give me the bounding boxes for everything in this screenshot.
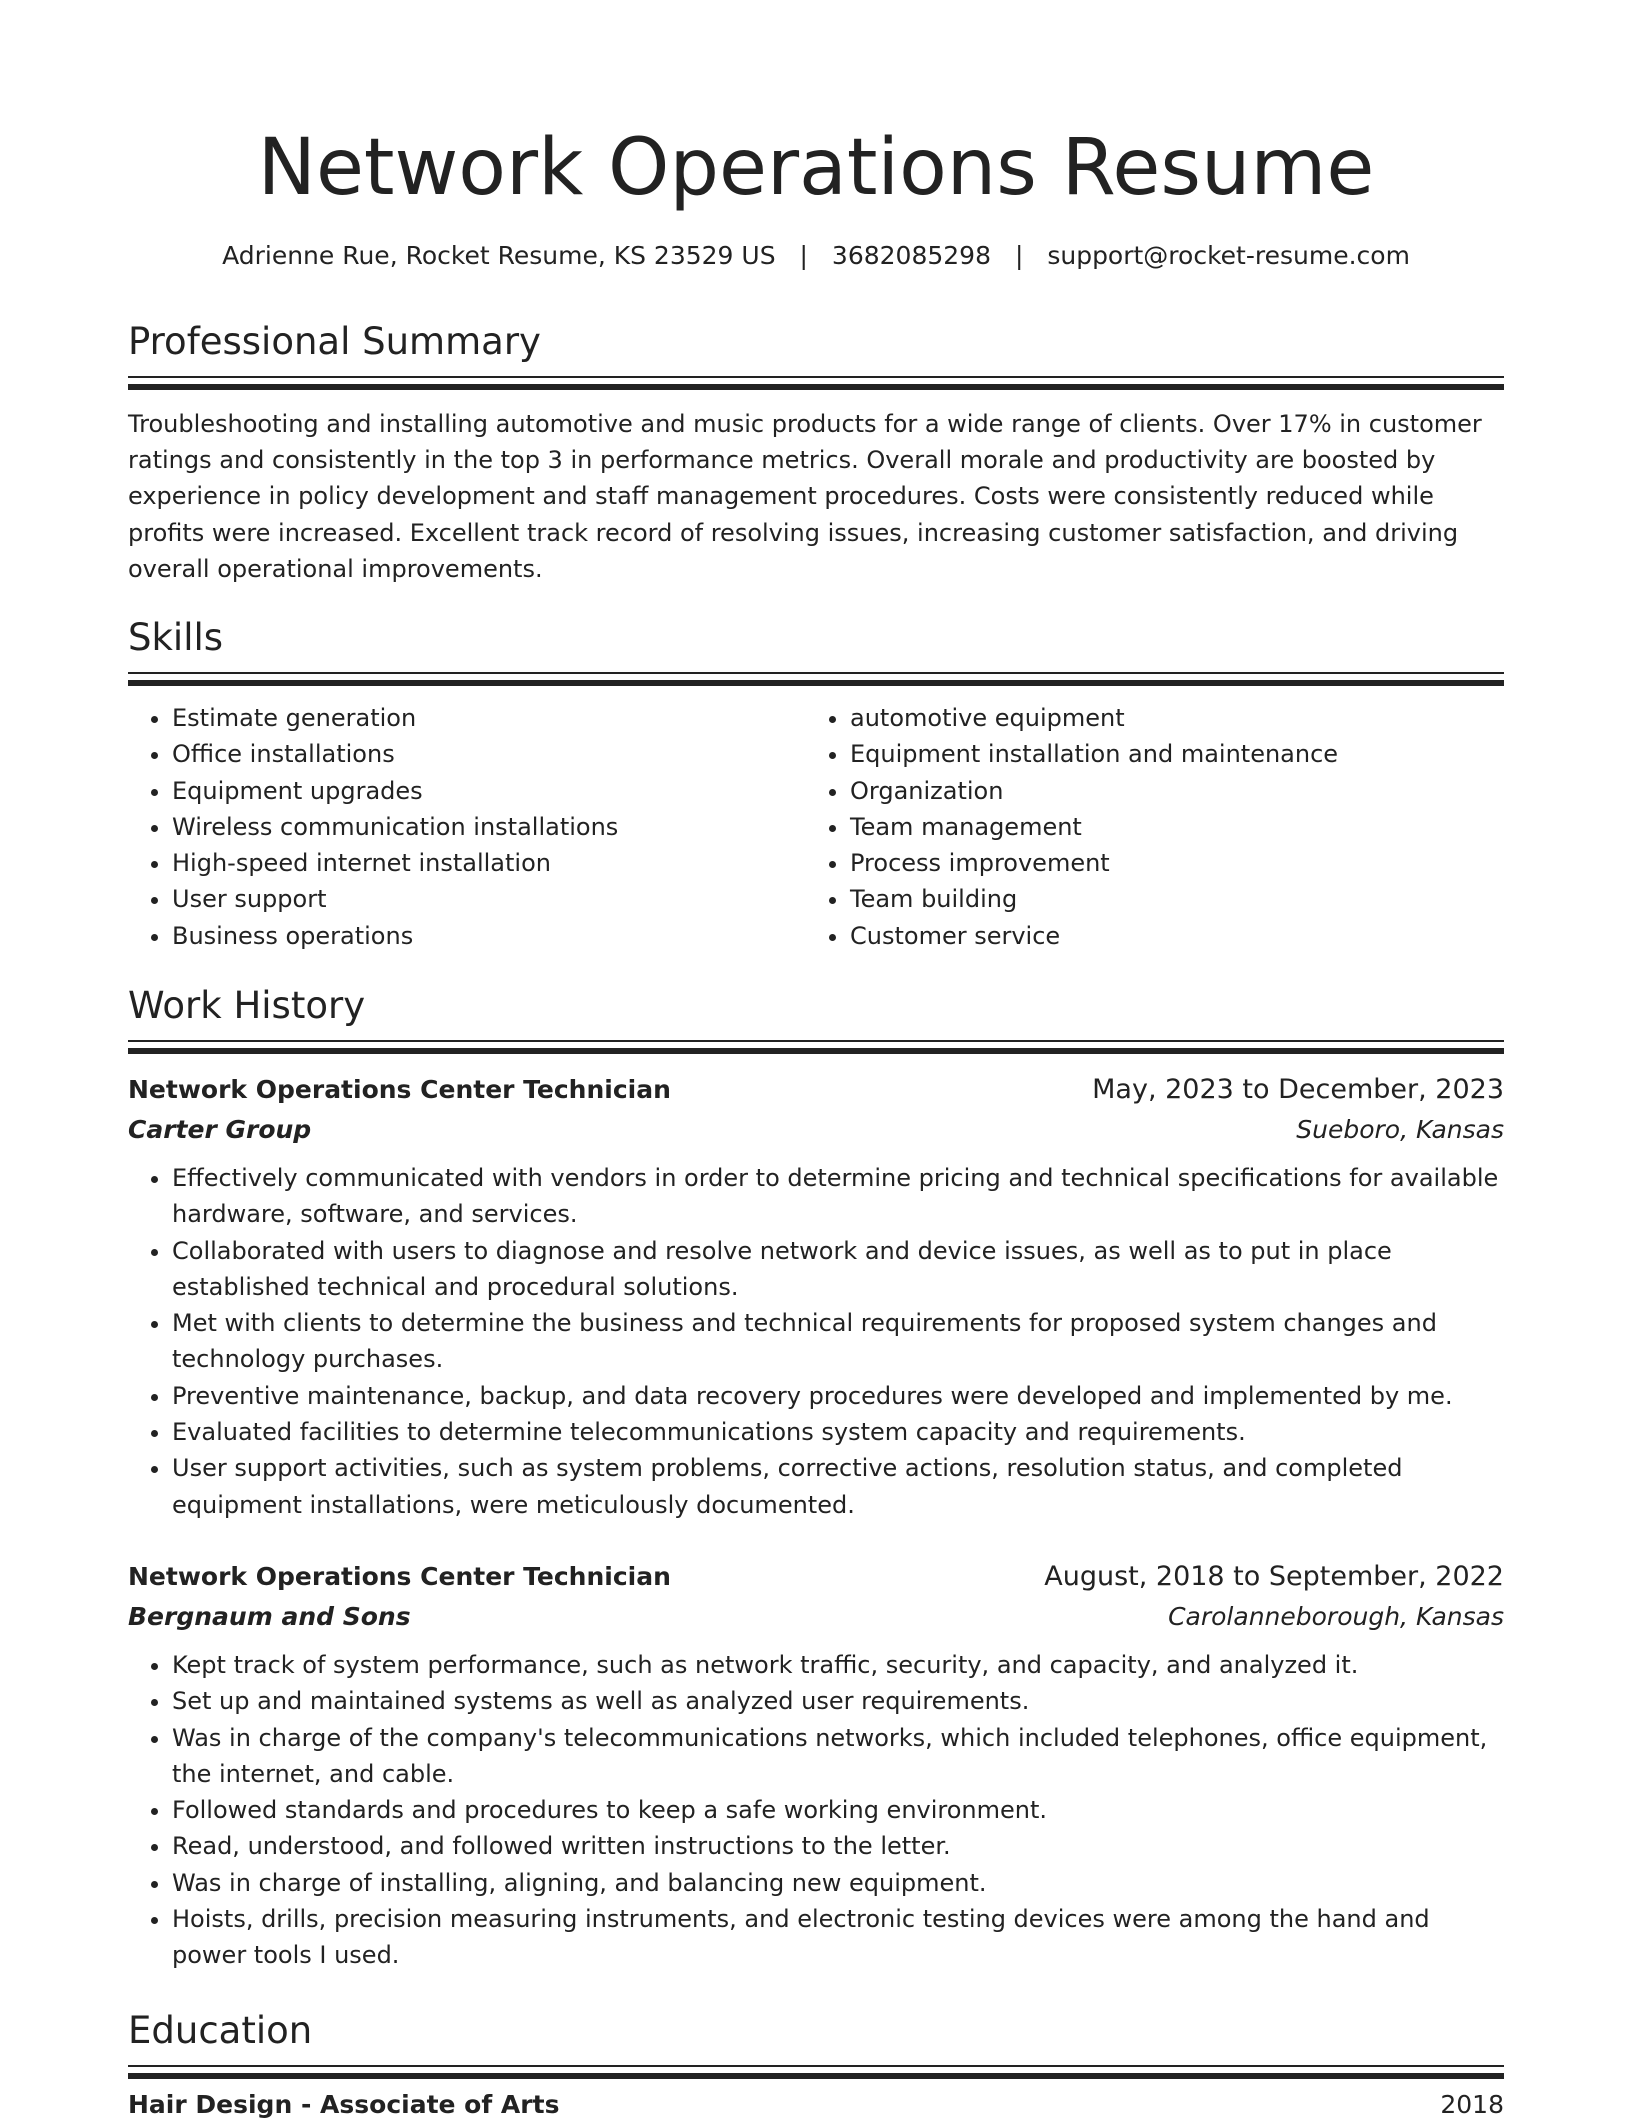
job-dates: August, 2018 to September, 2022	[1044, 1561, 1504, 1592]
summary-text: Troubleshooting and installing automotive and music products for a wide range of clients. Over 17% in customer ratings and consistently in the top 3 in performance metrics. Overall morale and productivity are boosted by experience in policy development and staff management procedures. Costs were consistently reduced while profits were increased. Excellent track record of resolving issues, increasing customer satisfaction, and driving overall operational improvements.	[128, 410, 1482, 583]
job-dates: May, 2023 to December, 2023	[1092, 1074, 1504, 1105]
skills-list-left	[128, 700, 806, 954]
job-entry	[128, 1070, 1504, 1523]
job-bullet: • Was in charge of the company's telecommunications networks, which included telephones, office equipment, the internet, and cable.	[172, 1720, 1504, 1793]
section-divider	[128, 1040, 1504, 1054]
education-year: 2018	[1440, 2090, 1504, 2119]
section-divider	[128, 376, 1504, 390]
work-history-heading: Work History	[128, 984, 366, 1027]
job-company: Bergnaum and Sons	[128, 1602, 411, 1631]
contact-address: Adrienne Rue, Rocket Resume, KS 23529 US	[222, 241, 776, 270]
job-bullets	[128, 1160, 1504, 1523]
section-divider	[128, 2065, 1504, 2079]
skills-list-right	[806, 700, 1484, 954]
skill-item: • Office installations	[172, 736, 806, 772]
job-bullet: • Kept track of system performance, such as network traffic, security, and capacity, and analyzed it.	[172, 1647, 1504, 1683]
skills-section	[128, 614, 1504, 954]
education-section	[128, 2007, 1504, 2125]
skill-item: • Equipment installation and maintenance	[850, 736, 1484, 772]
job-entry	[128, 1557, 1504, 1974]
contact-separator: |	[799, 241, 808, 270]
section-divider	[128, 672, 1504, 686]
job-title: Network Operations Center Technician	[128, 1562, 671, 1591]
job-title: Network Operations Center Technician	[128, 1075, 671, 1104]
skill-item: • Organization	[850, 773, 1484, 809]
resume-title: Network Operations Resume	[257, 123, 1375, 213]
skills-heading: Skills	[128, 616, 224, 659]
job-company: Carter Group	[128, 1115, 312, 1144]
job-bullet: • Followed standards and procedures to keep a safe working environment.	[172, 1792, 1504, 1828]
contact-line	[128, 238, 1504, 274]
skill-item: • Team management	[850, 809, 1484, 845]
job-bullet: • Set up and maintained systems as well as analyzed user requirements.	[172, 1683, 1504, 1719]
contact-separator: |	[1014, 241, 1024, 270]
skill-item: • Estimate generation	[172, 700, 806, 736]
education-heading: Education	[128, 2009, 313, 2052]
contact-email: support@rocket-resume.com	[1047, 241, 1410, 270]
skill-item: • Business operations	[172, 918, 806, 954]
skills-grid	[128, 700, 1504, 954]
skill-item: • Team building	[850, 881, 1484, 917]
skill-item: • Equipment upgrades	[172, 773, 806, 809]
education-degree: Hair Design - Associate of Arts	[128, 2090, 560, 2119]
job-bullet: • Read, understood, and followed written instructions to the letter.	[172, 1828, 1504, 1864]
skill-item: • Customer service	[850, 918, 1484, 954]
summary-heading: Professional Summary	[128, 320, 541, 363]
job-bullets	[128, 1647, 1504, 1974]
job-bullet: • Collaborated with users to diagnose and resolve network and device issues, as well as to put in place established technical and procedural solutions.	[172, 1233, 1504, 1306]
job-bullet: • Evaluated facilities to determine telecommunications system capacity and requirements.	[172, 1414, 1504, 1450]
education-entry	[128, 2085, 1504, 2125]
job-bullet: • Hoists, drills, precision measuring instruments, and electronic testing devices were among the hand and power tools I used.	[172, 1901, 1504, 1974]
skill-item: • Process improvement	[850, 845, 1484, 881]
job-bullet: • Preventive maintenance, backup, and data recovery procedures were developed and implemented by me.	[172, 1378, 1504, 1414]
job-bullet: • User support activities, such as system problems, corrective actions, resolution status, and completed equipment installations, were meticulously documented.	[172, 1450, 1504, 1523]
skill-item: • User support	[172, 881, 806, 917]
summary-section	[128, 318, 1504, 587]
job-bullet: • Was in charge of installing, aligning, and balancing new equipment.	[172, 1865, 1504, 1901]
job-location: Carolanneborough, Kansas	[1168, 1602, 1504, 1631]
skill-item: • automotive equipment	[850, 700, 1484, 736]
job-bullet: • Effectively communicated with vendors in order to determine pricing and technical specifications for available hardware, software, and services.	[172, 1160, 1504, 1233]
contact-phone: 3682085298	[831, 241, 991, 270]
job-bullet: • Met with clients to determine the business and technical requirements for proposed system changes and technology purchases.	[172, 1305, 1504, 1378]
job-location: Sueboro, Kansas	[1296, 1115, 1504, 1144]
work-history-section	[128, 982, 1504, 1054]
skill-item: • High-speed internet installation	[172, 845, 806, 881]
skill-item: • Wireless communication installations	[172, 809, 806, 845]
